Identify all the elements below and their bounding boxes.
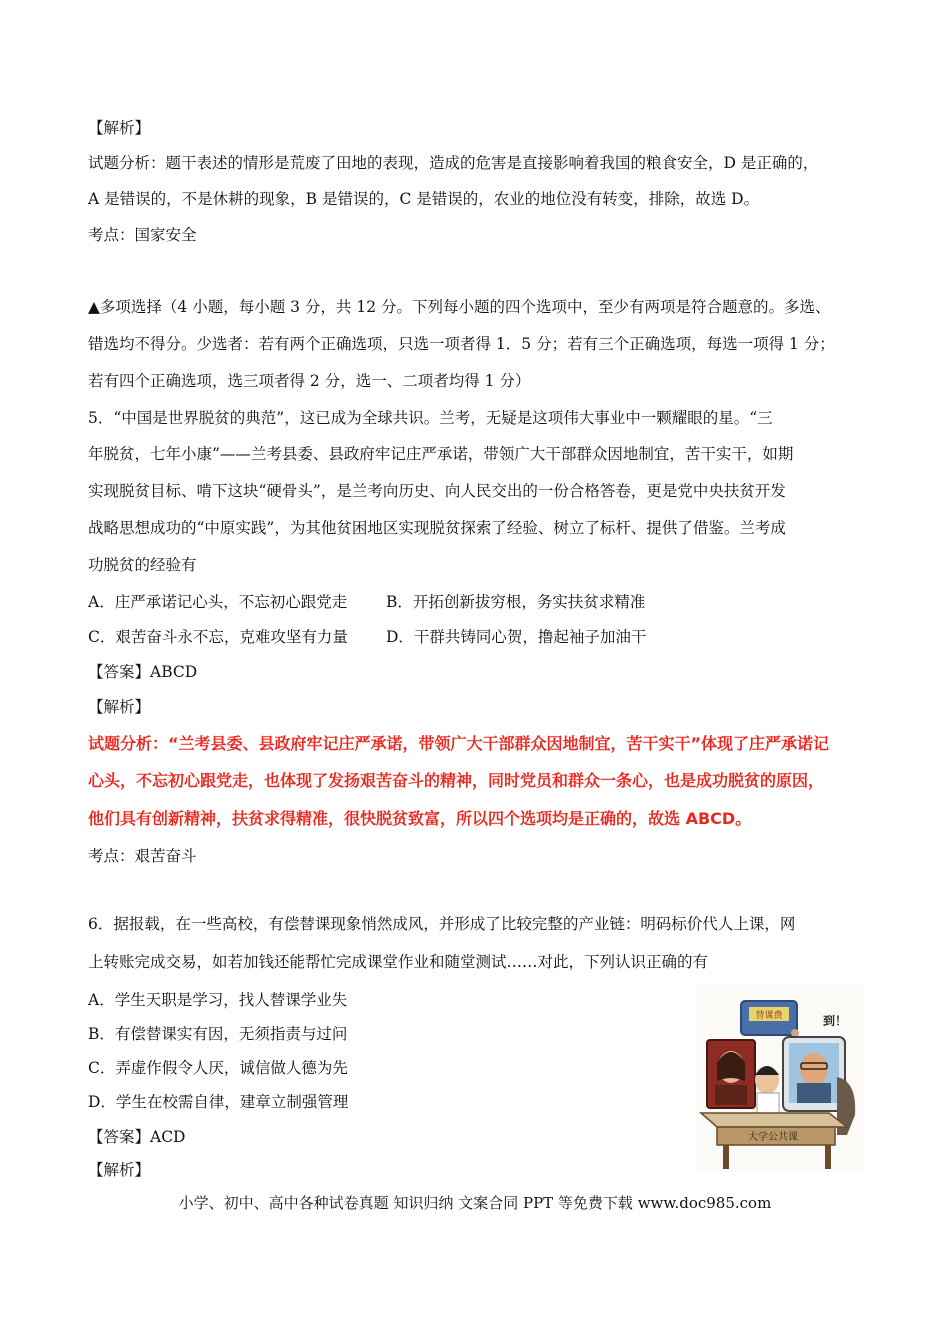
question-6-option-b: B．有偿替课实有因，无须指责与过问 bbox=[88, 1025, 348, 1043]
question-5-option-b: B．开拓创新拔穷根，务实扶贫求精准 bbox=[386, 593, 646, 611]
question-5-text: 实现脱贫目标、啃下这块“硬骨头”，是兰考向历史、向人民交出的一份合格答卷，更是党中央扶贫开发 bbox=[88, 482, 786, 500]
question-6-option-c: C．弄虚作假令人厌，诚信做人德为先 bbox=[88, 1059, 348, 1077]
desk-text: 大学公共课 bbox=[748, 1132, 798, 1143]
question-6-option-d: D．学生在校需自律，建章立制强管理 bbox=[88, 1093, 349, 1111]
analysis-header: 【解析】 bbox=[88, 119, 151, 137]
question-6-text: 6．据报载，在一些高校，有偿替课现象悄然成风，并形成了比较完整的产业链：明码标价代人上课，网 bbox=[88, 915, 796, 933]
question-5-option-d: D．干群共铸同心贺，撸起袖子加油干 bbox=[386, 628, 647, 646]
instructions-line: 错选均不得分。少选者：若有两个正确选项，只选一项者得 1．5 分；若有三个正确选项，每选一项得 1 分； bbox=[88, 335, 835, 353]
question-6-option-a: A．学生天职是学习，找人替课学业失 bbox=[88, 991, 348, 1009]
question-5-text: 功脱贫的经验有 bbox=[88, 556, 197, 574]
question-5-option-a: A．庄严承诺记心头，不忘初心跟党走 bbox=[88, 593, 348, 611]
question-5-analysis-line: 他们具有创新精神，扶贫求得精准，很快脱贫致富，所以四个选项均是正确的，故选 ABCD。 bbox=[88, 809, 752, 828]
cartoon-illustration bbox=[697, 985, 864, 1172]
question-5-analysis-header: 【解析】 bbox=[88, 698, 151, 716]
analysis-text-line: A 是错误的，不是休耕的现象，B 是错误的，C 是错误的，农业的地位没有转变，排除，故选 D。 bbox=[88, 190, 760, 208]
speech-text: 到！ bbox=[823, 1014, 848, 1028]
question-5-text: 年脱贫，七年小康”——兰考县委、县政府牢记庄严承诺，带领广大干部群众因地制宜，苦干实干，如期 bbox=[88, 445, 794, 463]
question-6-text: 上转账完成交易，如若加钱还能帮忙完成课堂作业和随堂测试……对此，下列认识正确的有 bbox=[88, 953, 709, 971]
analysis-text-line: 试题分析：题干表述的情形是荒废了田地的表现，造成的危害是直接影响着我国的粮食安全，D 是正确的， bbox=[88, 154, 819, 172]
page-footer: 小学、初中、高中各种试卷真题 知识归纳 文案合同 PPT 等免费下载 www.doc985.com bbox=[178, 1194, 772, 1212]
question-5-option-c: C．艰苦奋斗永不忘，克难攻坚有力量 bbox=[88, 628, 348, 646]
kaodian-label: 考点：国家安全 bbox=[88, 226, 197, 244]
question-6-answer: 【答案】ACD bbox=[88, 1128, 186, 1146]
instructions-line: 若有四个正确选项，选三项者得 2 分，选一、二项者均得 1 分） bbox=[88, 372, 531, 390]
instructions-line: ▲多项选择（4 小题，每小题 3 分，共 12 分。下列每小题的四个选项中，至少有两项是符合题意的。多选、 bbox=[88, 298, 831, 316]
question-6-analysis-header: 【解析】 bbox=[88, 1161, 151, 1179]
question-5-analysis-line: 心头，不忘初心跟党走，也体现了发扬艰苦奋斗的精神，同时党员和群众一条心，也是成功脱贫的原因， bbox=[88, 771, 825, 790]
question-5-answer: 【答案】ABCD bbox=[88, 663, 198, 681]
question-5-analysis-line: 试题分析：“兰考县委、县政府牢记庄严承诺，带领广大干部群众因地制宜，苦干实干”体现了庄严承诺记 bbox=[88, 734, 830, 753]
question-5-kaodian: 考点：艰苦奋斗 bbox=[88, 847, 197, 865]
question-5-text: 战略思想成功的“中原实践”，为其他贫困地区实现脱贫探索了经验、树立了标杆、提供了借鉴。兰考成 bbox=[88, 519, 786, 537]
sign-text: 替课费 bbox=[755, 1011, 783, 1021]
question-5-text: 5．“中国是世界脱贫的典范”，这已成为全球共识。兰考，无疑是这项伟大事业中一颗耀眼的星。“三 bbox=[88, 409, 773, 427]
